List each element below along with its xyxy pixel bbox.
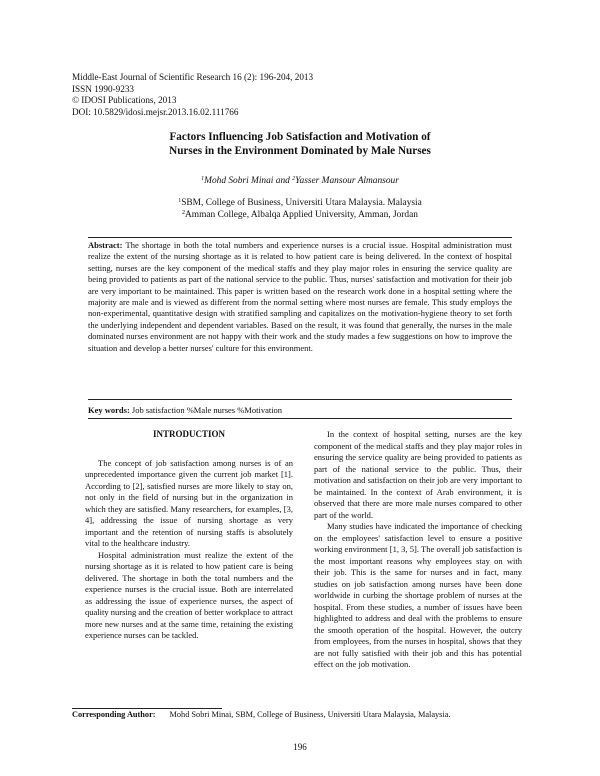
keywords-rule xyxy=(88,418,512,419)
intro-paragraph-3: In the context of hospital setting, nurses are the key component of the medical staffs and they play major roles in ensuring the service quality are being provided to patients as part of the national service to the public. Thus, their motivation and satisfaction on their job are very important to be maintained. In the context of Arab environment, it is observed that there are more male nurses compared to other part of the world. xyxy=(314,429,522,520)
abstract-label: Abstract: xyxy=(88,240,123,250)
author-line xyxy=(72,176,528,186)
page-number: 196 xyxy=(293,742,307,752)
keywords-text: Job satisfaction %Male nurses %Motivation xyxy=(129,405,283,415)
corresponding-author xyxy=(72,710,450,719)
corresponding-author-label: Corresponding Author: xyxy=(72,710,156,719)
author-1-sup: 1 xyxy=(201,176,205,182)
footnote-rule xyxy=(72,708,222,709)
keywords xyxy=(88,405,512,415)
section-heading-introduction: INTRODUCTION xyxy=(152,429,225,439)
abstract-text: The shortage in both the total numbers and experience nurses is a crucial issue. Hospital administration must realize the extent of the nursing shortage as it is related to how patient care is being delivered. In the context of hospital setting, nurses are the key component of the medical staffs and they play major roles in ensuring the service quality are being provided to patients as part of the national service to the public. Thus, nurses' satisfaction and motivation for their job are very important to be maintained. This paper is written based on the research work done in a hospital setting where the majority are male and is viewed as different from the normal setting where most nurses are female. This study employs the non-experimental, quantitative design with stratified sampling and capitalizes on the motivation-hygiene theory to set forth the underlying independent and dependent variables. Based on the result, it was found that generally, the nurses in the male dominated nurses environment are not happy with their work and the study mades a few suggestions on how to improve the situation and develop a better nurses' culture for this environment. xyxy=(88,240,512,353)
intro-paragraph-2: Hospital administration must realize the extent of the nursing shortage as it is related to how patient care is being delivered. The shortage in both the total numbers and the experience nurses is the crucial issue. Both are interrelated as addressing the issue of experience nurses, the aspect of quality nursing and the creation of better workplace to attract more new nurses and at the same time, retaining the existing experience nurses can be tackled. xyxy=(85,549,293,640)
abstract xyxy=(88,240,512,354)
title-line-2: Nurses in the Environment Dominated by Male Nurses xyxy=(169,145,431,157)
affiliation-1 xyxy=(72,197,528,209)
abstract-bottom-rule xyxy=(88,399,512,400)
affiliation-2-text: Amman College, Albalqa Applied University, Amman, Jordan xyxy=(185,210,418,220)
affiliation-2-sup: 2 xyxy=(182,210,186,216)
author-2-name: Yasser Mansour Almansour xyxy=(295,176,399,186)
paper-title xyxy=(72,130,528,158)
intro-paragraph-4: Many studies have indicated the importance of checking on the employees' satisfaction level to ensure a positive working environment [1, 3, 5]. The overall job satisfaction is the most important reasons why employees stay on with their job. This is the same for nurses and in fact, many studies on job satisfaction among nurses have been done worldwide in curbing the shortage problem of nurses at the hospital. From these studies, a number of issues have been highlighted to address and deal with the problems to ensure the smooth operation of the hospital. However, the outcry from employees, from the nurses in hospital, shows that they are not fully satisfied with their job and this has potential effect on the job motivation. xyxy=(314,521,522,669)
title-line-1: Factors Influencing Job Satisfaction and Motivation of xyxy=(169,131,431,143)
author-2-sup: 2 xyxy=(292,176,296,182)
body-column-right xyxy=(314,429,522,671)
journal-header xyxy=(72,72,313,118)
keywords-label: Key words: xyxy=(88,405,130,415)
affiliation-2 xyxy=(72,209,528,221)
journal-copyright: © IDOSI Publications, 2013 xyxy=(72,95,177,106)
journal-citation: Middle-East Journal of Scientific Research 16 (2): 196-204, 2013 xyxy=(72,72,314,82)
affiliations xyxy=(72,197,528,221)
author-1-name: Mohd Sobri Minai and xyxy=(204,176,293,186)
journal-issn: ISSN 1990-9233 xyxy=(72,83,135,94)
affiliation-1-sup: 1 xyxy=(178,198,182,204)
journal-doi: DOI: 10.5829/idosi.mejsr.2013.16.02.111766 xyxy=(72,106,239,117)
abstract-top-rule xyxy=(88,237,512,238)
intro-paragraph-1: The concept of job satisfaction among nurses is of an unprecedented importance given the current job market [1]. According to [2], satisfied nurses are more likely to stay on, not only in the field of nursing but in the organization in which they are satisfied. Many researchers, for examples, [3, 4], addressing the issue of nursing shortage as very important and the retention of nursing staffs is absolutely vital to the healthcare industry. xyxy=(85,457,293,548)
affiliation-1-text: SBM, College of Business, Universiti Utara Malaysia. Malaysia xyxy=(181,198,422,208)
body-column-left xyxy=(85,429,293,642)
corresponding-author-text: Mohd Sobri Minai, SBM, College of Business, Universiti Utara Malaysia, Malaysia. xyxy=(169,710,451,719)
